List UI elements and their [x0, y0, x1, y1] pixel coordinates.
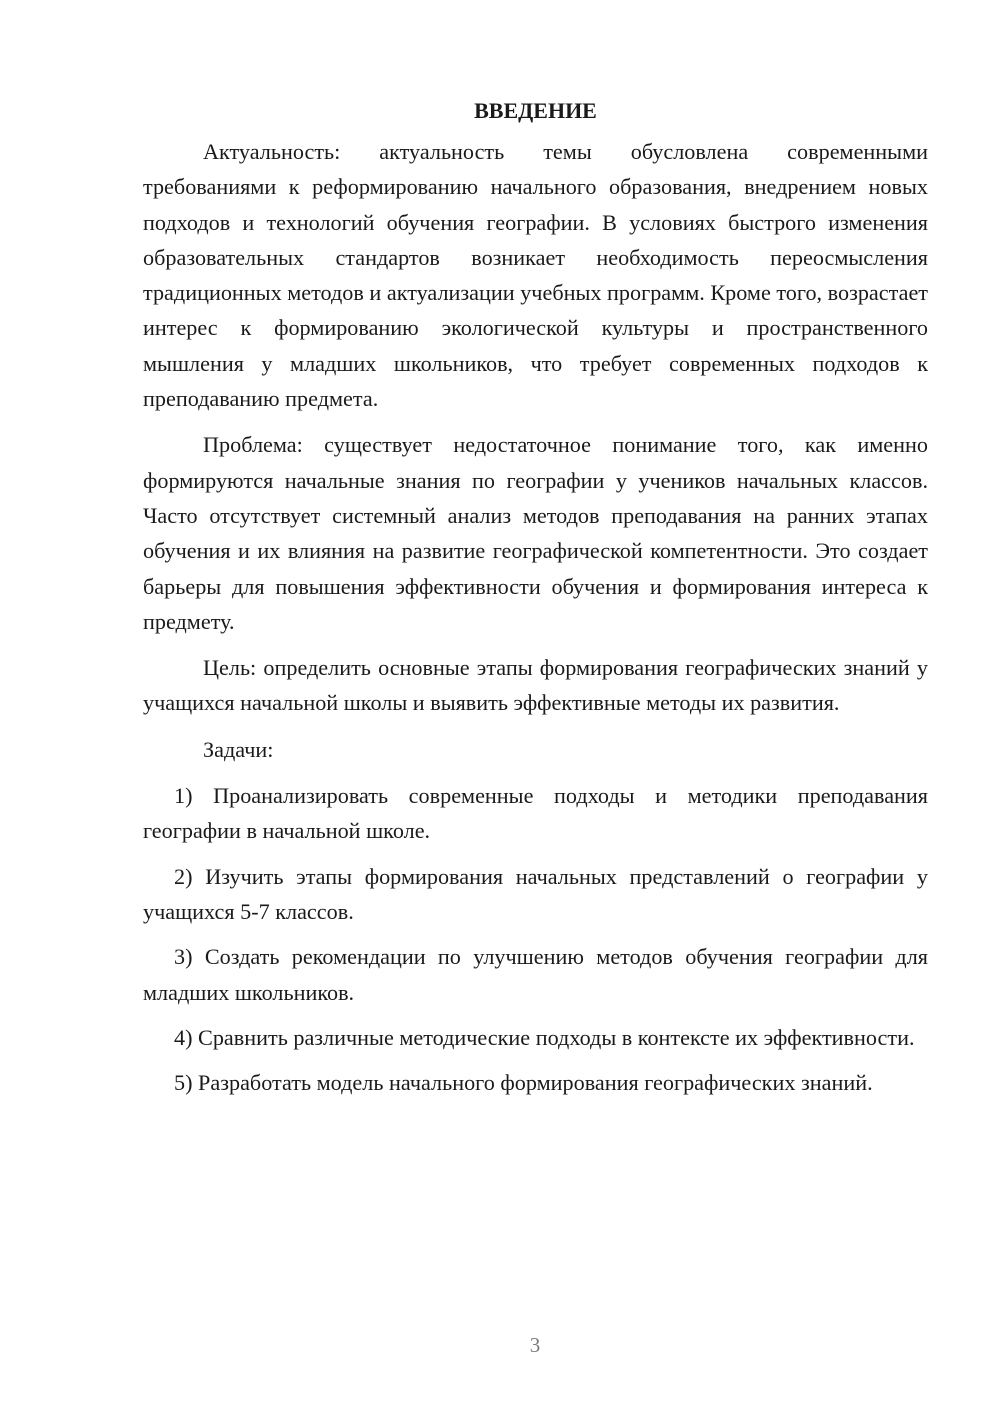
- task-item-4: 4) Сравнить различные методические подходы в контексте их эффективности.: [174, 1024, 915, 1050]
- task-item-2: 2) Изучить этапы формирования начальных представлений о географии у учащихся 5-7 классов.: [143, 863, 928, 924]
- section-heading: ВВЕДЕНИЕ: [474, 98, 597, 123]
- paragraph-tasks-label: Задачи:: [203, 736, 274, 762]
- paragraph-problem: Проблема: существует недостаточное понимание того, как именно формируются начальные знания по географии у учеников начальных классов. Часто отсутствует системный анализ методов преподавания на ранних этапах обучения и их влияния на развитие географической компетентности. Это создает барьеры для повышения эффективности обучения и формирования интереса к предмету.: [143, 432, 928, 634]
- task-item-3: 3) Создать рекомендации по улучшению методов обучения географии для младших школьников.: [143, 944, 928, 1005]
- paragraph-goal: Цель: определить основные этапы формирования географических знаний у учащихся начальной школы и выявить эффективные методы их развития.: [143, 655, 928, 716]
- page-number: 3: [529, 1333, 541, 1357]
- task-item-5: 5) Разработать модель начального формирования географических знаний.: [174, 1070, 873, 1096]
- paragraph-relevance: Актуальность: актуальность темы обусловлена современными требованиями к реформированию начального образования, внедрением новых подходов и технологий обучения географии. В условиях быстрого изменения образовательных стандартов возникает необходимость переосмысления традиционных методов и актуализации учебных программ. Кроме того, возрастает интерес к формированию экологической культуры и пространственного мышления у младших школьников, что требует современных подходов к преподаванию предмета.: [143, 139, 928, 412]
- task-item-1: 1) Проанализировать современные подходы и методики преподавания географии в начальной школе.: [143, 783, 928, 844]
- document-page: [143, 95, 928, 1110]
